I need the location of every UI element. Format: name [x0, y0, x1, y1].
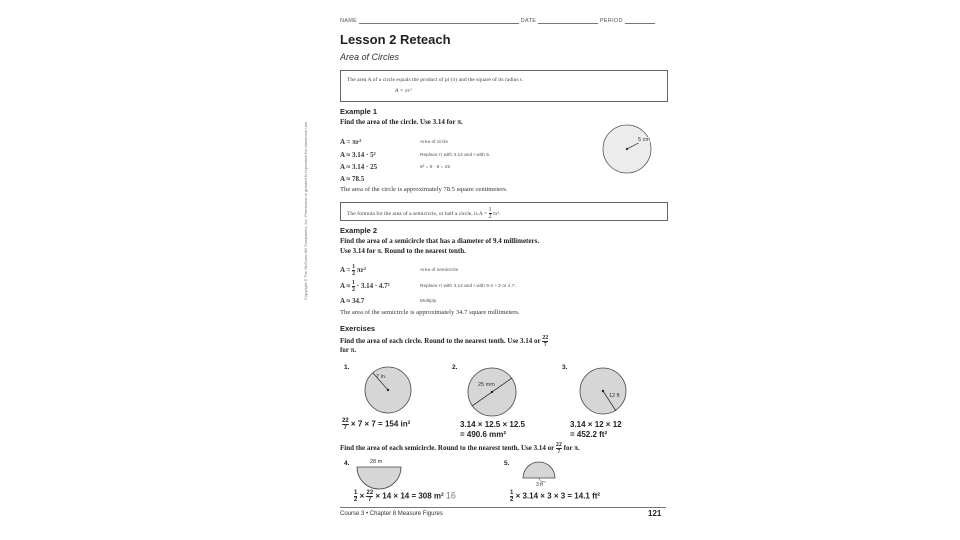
- exercise3-answer-line2: = 452.2 ft²: [570, 430, 608, 439]
- example2-label: Example 2: [340, 226, 378, 235]
- example1-note2: Replace π with 3.14 and r with 5.: [420, 153, 491, 158]
- exercise4-answer: [354, 490, 456, 503]
- exercise5-answer: [510, 490, 600, 503]
- fraction-denominator: 7: [343, 425, 348, 431]
- fraction-numerator: 22: [542, 335, 549, 341]
- fraction-denominator: 2: [488, 214, 492, 220]
- example1-circle: [602, 118, 652, 180]
- example1-note1: Area of circle: [420, 140, 448, 145]
- name-label: NAME: [340, 18, 358, 24]
- exercises-instruction1-text: Find the area of each circle. Round to the nearest tenth. Use 3.14 or: [340, 337, 541, 346]
- example2-note2: Replace π with 3.14 and r with 9.4 ÷ 2 or 4.7.: [420, 284, 516, 289]
- exercises-instruction1-tail: for π.: [340, 346, 357, 354]
- times-sign: ×: [359, 491, 365, 501]
- exercise2-measure: 25 mm: [478, 382, 495, 388]
- exercise4-semicircle: [356, 466, 402, 490]
- example2-conclusion: The area of the semicircle is approximately 34.7 square millimeters.: [340, 309, 520, 316]
- side-copyright: Copyright © The McGraw-Hill Companies, Inc. Permission is granted to reproduce for classroom use.: [303, 121, 308, 300]
- fraction-numerator: 1: [354, 490, 358, 496]
- footer-course: Course 3 • Chapter 8 Measure Figures: [340, 511, 443, 517]
- exercise3-circle: [578, 366, 628, 416]
- fraction-denominator: 2: [352, 271, 356, 277]
- example1-note3: 5² = 5 · 5 = 25: [420, 165, 451, 170]
- exercise5-number: 5.: [504, 460, 510, 467]
- fraction-denominator: 7: [368, 497, 372, 503]
- example1-center-dot: [626, 148, 628, 150]
- exercise2-circle: [466, 366, 518, 418]
- header-row: [340, 18, 655, 24]
- intro-box: [340, 70, 668, 102]
- exercise4-answer-text: × 14 × 14 = 308 m²: [375, 491, 444, 501]
- exercise4-semicircle-shape: [357, 467, 401, 489]
- example2-note1: Area of semicircle: [420, 268, 459, 273]
- page-number: 121: [648, 509, 662, 518]
- exercise3-measure: 12 ft: [609, 393, 620, 399]
- exercise1-number: 1.: [344, 364, 350, 371]
- fraction-numerator: 22: [342, 418, 349, 424]
- date-label: DATE: [520, 18, 537, 24]
- example1-conclusion: The area of the circle is approximately 78.5 square centimeters.: [340, 186, 508, 193]
- example1-label: Example 1: [340, 107, 378, 116]
- fraction-numerator: 1: [510, 490, 514, 496]
- fraction-denominator: 2: [510, 497, 514, 503]
- exercise4-measure: 28 m: [370, 459, 383, 465]
- exercise2-answer-line1: 3.14 × 12.5 × 12.5: [460, 420, 525, 429]
- exercise1-answer-text: × 7 × 7 = 154 in²: [350, 419, 411, 429]
- semicircle-formula-text: The formula for the area of a semicircle, or half a circle, is A =: [347, 210, 488, 217]
- exercises-label: Exercises: [340, 324, 376, 333]
- example2-prompt-line1: Find the area of a semicircle that has a diameter of 9.4 millimeters.: [340, 237, 540, 245]
- fraction-denominator: 2: [354, 497, 358, 503]
- exercise3-answer-line1: 3.14 × 12 × 12: [570, 420, 622, 429]
- example2-step2-pre: A ≈: [340, 282, 351, 291]
- fraction-numerator: 1: [352, 264, 356, 270]
- fraction-numerator: 22: [366, 490, 374, 496]
- exercise5-semicircle-shape: [523, 462, 555, 478]
- exercise1-answer-fraction: [342, 418, 349, 431]
- example2-step2: [340, 280, 390, 293]
- exercises-instruction2: [340, 442, 580, 455]
- exercise5-measure: 3 ft: [536, 482, 543, 488]
- exercise2-answer-line2: = 490.6 mm²: [460, 430, 507, 439]
- example1-step2: A ≈ 3.14 · 5²: [340, 151, 376, 159]
- date-line: [538, 23, 598, 24]
- semicircle-formula-row: [347, 207, 501, 220]
- lesson-subtitle: Area of Circles: [340, 52, 400, 62]
- exercises-instruction2-text: Find the area of each semicircle. Round to the nearest tenth. Use 3.14 or: [340, 444, 555, 453]
- exercise2-number: 2.: [452, 364, 458, 371]
- exercise4-extra-mark: 16: [445, 490, 456, 501]
- semicircle-formula-tail: πr².: [492, 210, 501, 217]
- exercise3-number: 3.: [562, 364, 568, 371]
- exercise1-answer: [342, 418, 410, 431]
- example2-step1-pre: A =: [340, 266, 351, 275]
- exercise5-answer-text: × 3.14 × 3 × 3 = 14.1 ft²: [515, 491, 601, 501]
- example1-step4: A ≈ 78.5: [340, 175, 365, 183]
- exercise4-answer-fraction-b: [366, 490, 373, 503]
- semicircle-formula-box: [340, 202, 668, 221]
- period-line: [625, 23, 655, 24]
- exercise3-center-dot: [602, 390, 604, 392]
- exercises-instruction1-fraction: [542, 335, 548, 348]
- example1-radius-label: 5 cm: [638, 137, 650, 143]
- exercises-instruction2-fraction: [556, 442, 562, 455]
- semicircle-formula-fraction: [489, 207, 492, 220]
- fraction-numerator: 22: [555, 442, 562, 448]
- worksheet-page: [312, 0, 680, 540]
- fraction-numerator: 1: [352, 280, 356, 286]
- exercise5-semicircle: [522, 460, 556, 484]
- exercise5-answer-fraction: [510, 490, 513, 503]
- example2-step1: [340, 264, 366, 277]
- fraction-denominator: 2: [352, 287, 356, 293]
- example2-step3: A ≈ 34.7: [340, 297, 365, 305]
- exercise4-number: 4.: [344, 460, 350, 467]
- example2-prompt-line2: Use 3.14 for π. Round to the nearest tenth.: [340, 247, 466, 255]
- exercises-instruction1: [340, 335, 548, 348]
- example2-step2-post: · 3.14 · 4.7²: [356, 282, 390, 291]
- example1-step1: A = πr²: [340, 138, 362, 146]
- example2-note3: Multiply.: [420, 299, 438, 304]
- exercise1-circle: [364, 366, 412, 414]
- exercise1-measure: 7 in.: [376, 374, 387, 380]
- lesson-title: Lesson 2 Reteach: [340, 32, 451, 47]
- intro-formula: A = πr²: [395, 88, 412, 94]
- footer-rule: [340, 507, 666, 508]
- example1-prompt: Find the area of the circle. Use 3.14 for π.: [340, 118, 463, 126]
- exercise4-answer-fraction-a: [354, 490, 357, 503]
- fraction-denominator: 7: [557, 449, 561, 455]
- period-label: PERIOD: [599, 18, 623, 24]
- example2-step1-post: πr²: [356, 266, 366, 275]
- example2-step2-fraction: [352, 280, 355, 293]
- exercises-instruction2-tail: for π.: [563, 444, 580, 453]
- fraction-numerator: 1: [488, 207, 492, 213]
- intro-text: The area A of a circle equals the product of pi (π) and the square of its radius r.: [347, 77, 524, 83]
- example2-step1-fraction: [352, 264, 355, 277]
- example1-step3: A ≈ 3.14 · 25: [340, 163, 378, 171]
- exercise1-center-dot: [387, 389, 389, 391]
- exercise2-center-dot: [491, 391, 493, 393]
- fraction-denominator: 7: [543, 342, 547, 348]
- name-line: [359, 23, 519, 24]
